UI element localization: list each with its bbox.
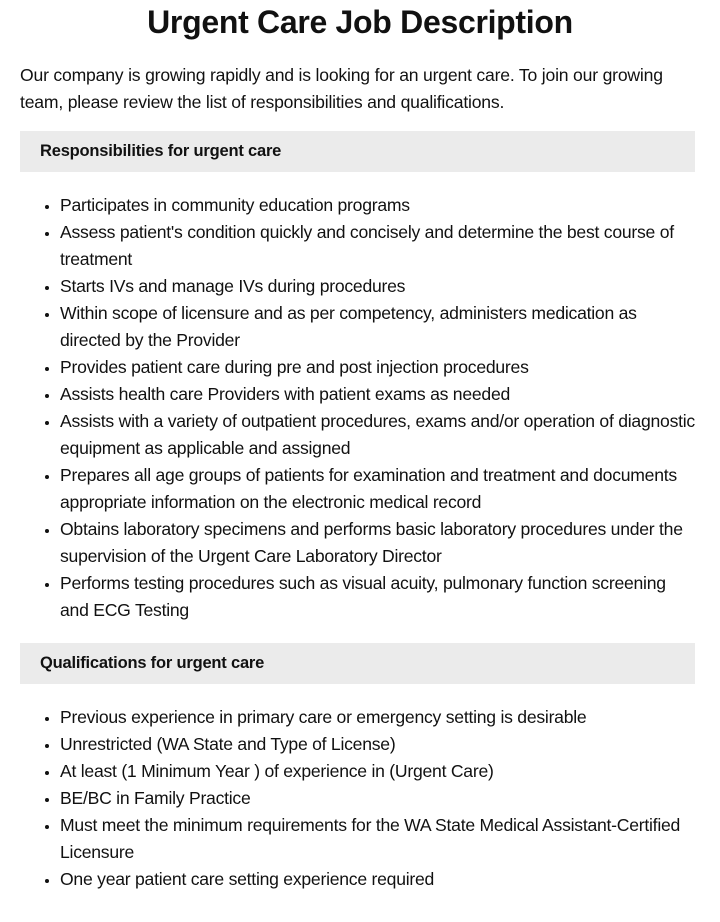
responsibilities-list <box>20 192 695 624</box>
list-item: • Participates in community education programs <box>60 192 695 219</box>
list-item: • Unrestricted (WA State and Type of License) <box>60 731 695 758</box>
list-item: • Starts IVs and manage IVs during procedures <box>60 273 695 300</box>
list-item: • Must meet the minimum requirements for the WA State Medical Assistant-Certified Licensure <box>60 812 695 866</box>
list-item: • Previous experience in primary care or emergency setting is desirable <box>60 704 695 731</box>
list-item: • BE/BC in Family Practice <box>60 785 695 812</box>
list-item: • Assess patient's condition quickly and concisely and determine the best course of treatment <box>60 219 695 273</box>
qualifications-heading: Qualifications for urgent care <box>20 643 695 684</box>
list-item: • Assists with a variety of outpatient procedures, exams and/or operation of diagnostic equipment as applicable and assigned <box>60 408 695 462</box>
list-item: • Provides patient care during pre and post injection procedures <box>60 354 695 381</box>
intro-paragraph: Our company is growing rapidly and is looking for an urgent care. To join our growing team, please review the list of responsibilities and qualifications. <box>20 65 663 112</box>
page-title: Urgent Care Job Description <box>147 4 573 40</box>
list-item: • Prepares all age groups of patients for examination and treatment and documents appropriate information on the electronic medical record <box>60 462 695 516</box>
qualifications-list <box>20 704 695 893</box>
list-item: • Assists health care Providers with patient exams as needed <box>60 381 695 408</box>
list-item: • One year patient care setting experience required <box>60 866 695 893</box>
list-item: • Within scope of licensure and as per competency, administers medication as directed by the Provider <box>60 300 695 354</box>
list-item: • Performs testing procedures such as visual acuity, pulmonary function screening and ECG Testing <box>60 570 695 624</box>
list-item: • At least (1 Minimum Year ) of experience in (Urgent Care) <box>60 758 695 785</box>
responsibilities-heading: Responsibilities for urgent care <box>20 131 695 172</box>
list-item: • Obtains laboratory specimens and performs basic laboratory procedures under the supervision of the Urgent Care Laboratory Director <box>60 516 695 570</box>
